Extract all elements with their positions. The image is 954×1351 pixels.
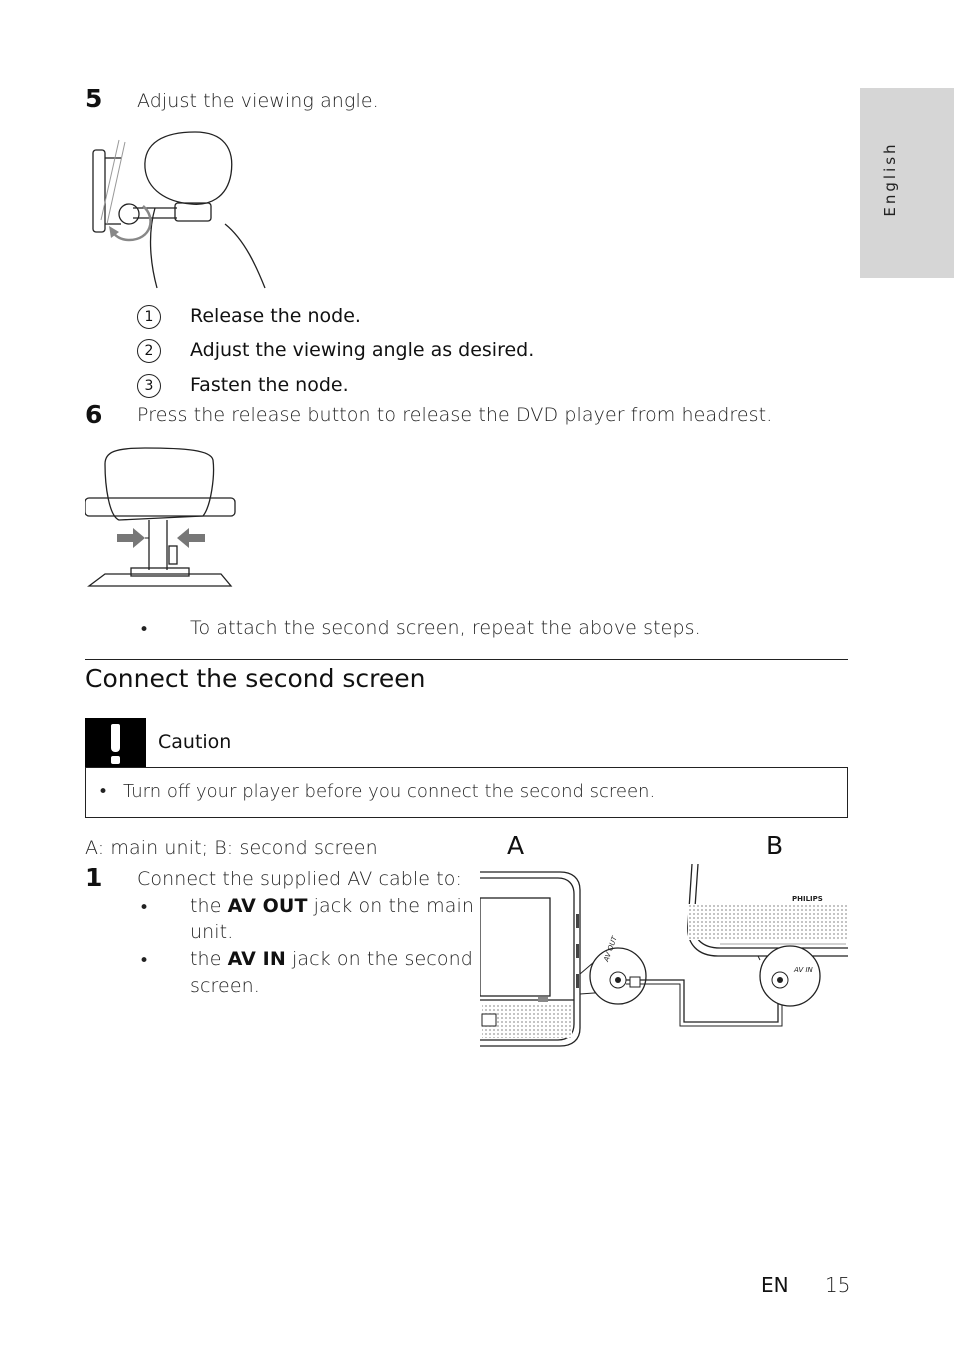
step-6-bullet-text: To attach the second screen, repeat the above steps. (190, 617, 701, 639)
section-title: Connect the second screen (85, 664, 426, 693)
step-1-bullet-2-line-1: the AV IN jack on the second (190, 948, 473, 970)
caution-icon (85, 718, 146, 768)
substep-text-3: Fasten the node. (190, 374, 349, 396)
substep-marker-1: 1 (137, 305, 161, 329)
figure-label-a: A (507, 831, 525, 860)
av-connection-illustration (480, 864, 848, 1050)
substep-text-1: Release the node. (190, 305, 361, 327)
language-tab (860, 88, 954, 278)
step-1-bullet-1-line-2: unit. (190, 921, 234, 943)
av-in-term: AV IN (227, 948, 286, 970)
step-6-bullet-mark: • (139, 620, 150, 640)
substep-text-2: Adjust the viewing angle as desired. (190, 339, 535, 361)
av-in-port-label: AV IN (794, 966, 813, 974)
step-1-text: Connect the supplied AV cable to: (137, 868, 462, 890)
release-button-illustration (85, 446, 240, 590)
headrest-tilt-illustration (85, 128, 275, 292)
caution-label: Caution (158, 731, 232, 753)
section-divider (85, 659, 848, 660)
footer-language: EN (761, 1273, 789, 1297)
av-out-port-label: AV OUT (602, 935, 619, 963)
step-1-bullet-mark-2: • (139, 951, 150, 971)
step-6-text: Press the release button to release the DVD player from headrest. (137, 404, 773, 426)
page-number: 15 (825, 1273, 851, 1297)
step-1-bullet-mark-1: • (139, 898, 150, 918)
figure-label-b: B (766, 831, 784, 860)
step-5-number: 5 (85, 84, 103, 113)
substep-marker-3: 3 (137, 374, 161, 398)
step-6-number: 6 (85, 400, 103, 429)
caution-bullet-mark: • (98, 782, 109, 802)
av-out-term: AV OUT (227, 895, 308, 917)
figure-legend: A: main unit; B: second screen (85, 837, 378, 859)
step-1-bullet-2-line-2: screen. (190, 975, 260, 997)
step-1-bullet-1-line-1: the AV OUT jack on the main (190, 895, 475, 917)
substep-marker-2: 2 (137, 339, 161, 363)
language-tab-label: English (881, 141, 899, 217)
step-5-text: Adjust the viewing angle. (137, 90, 379, 112)
step-1-number: 1 (85, 863, 103, 892)
caution-text: Turn off your player before you connect the second screen. (123, 781, 656, 802)
brand-logo: PHILIPS (792, 895, 823, 903)
